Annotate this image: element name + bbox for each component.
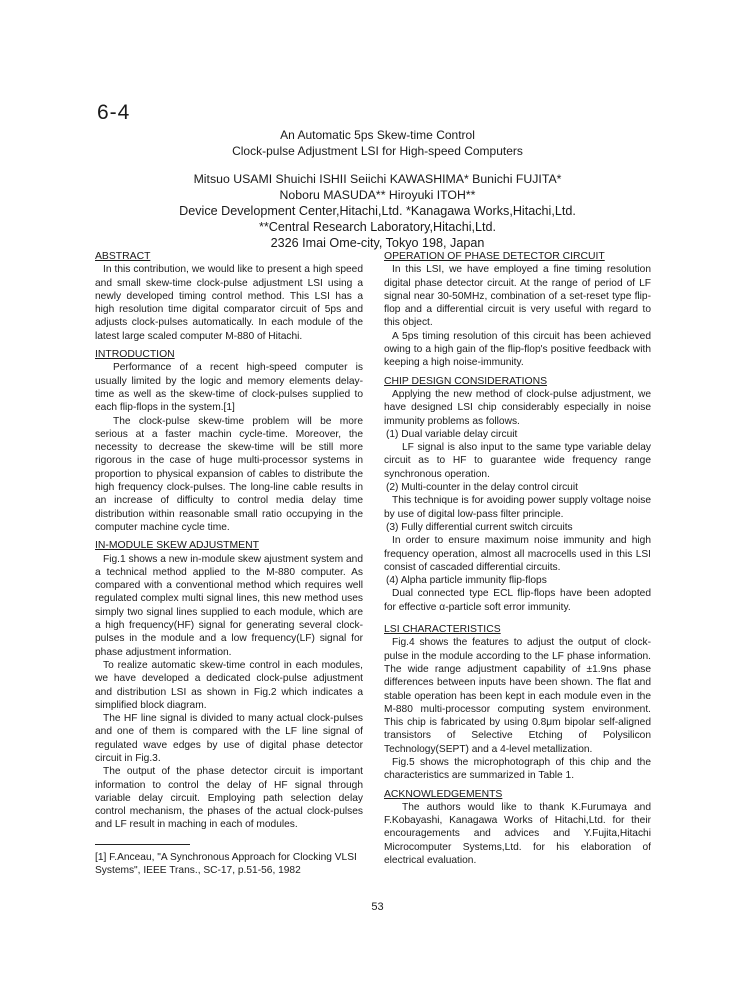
left-column: [95, 250, 363, 877]
list-item-text: LF signal is also input to the same type variable delay circuit as to HF to guarantee wide frequency range synchronous operation.: [384, 442, 651, 480]
section-introduction: [95, 348, 363, 534]
title-line-1: An Automatic 5ps Skew-time Control: [280, 128, 475, 142]
paragraph: In this LSI, we have employed a fine timing resolution digital phase detector circuit. At the range of period of LF signal near 30-50MHz, combination of a set-reset type flip-flop and a differential circuit is very useful with regard to this object.: [384, 264, 651, 329]
paragraph: The HF line signal is divided to many actual clock-pulses and one of them is compared with the LF line signal of regulated wave edges by use of digital phase detector circuit in Fig.3.: [95, 713, 363, 764]
paragraph: Applying the new method of clock-pulse adjustment, we have designed LSI chip considerably especially in noise immunity problems as follows.: [384, 388, 651, 427]
paragraph: The authors would like to thank K.Furumaya and F.Kobayashi, Kanagawa Works of Hitachi,Ltd. for their encouragements and advices and Y.Fujita,Hitachi Microcomputer Systems,Ltd. for his elaboration of electrical evaluation.: [384, 801, 651, 867]
section-heading: ABSTRACT: [95, 251, 151, 262]
section-phase-detector: [384, 250, 651, 370]
author-block: [0, 171, 755, 251]
affiliation-2: **Central Research Laboratory,Hitachi,Ltd.: [258, 220, 497, 234]
paragraph: To realize automatic skew-time control in each modules, we have developed a dedicated clock-pulse adjustment and distribution LSI as shown in Fig.2 which indicates a simplified block diagram.: [95, 659, 363, 711]
section-heading: OPERATION OF PHASE DETECTOR CIRCUIT: [384, 251, 605, 262]
authors-line-2: Noboru MASUDA** Hiroyuki ITOH**: [279, 188, 476, 202]
section-heading: INTRODUCTION: [95, 349, 175, 361]
list-item-label: (3) Fully differential current switch circuits: [386, 521, 573, 533]
list-item-label: (2) Multi-counter in the delay control circuit: [386, 482, 578, 494]
paragraph: Fig.1 shows a new in-module skew ajustment system and a technical method applied to the M-880 computer. As compared with a conventional method which requires well regulated complex multi signal lines, this new method uses simply two signal lines supplied to each module, which are a high frequency(HF) signal for generating several clock-pulses in the module and a low frequency(LF) signal for phase adjustment information.: [95, 553, 363, 658]
list-item-text: Dual connected type ECL flip-flops have been adopted for effective α-particle soft error immunity.: [384, 588, 651, 613]
paragraph: The clock-pulse skew-time problem will be more serious at a faster machin cycle-time. Moreover, the necessity to decrease the skew-time will be still more rigorous in the case of huge multi-processor systems in proportion to physical expansion of cables to distribute the high frequency clock-pulses. The long-line cable results in an increase of difficulty to control media delay time distribution within reasonable small ratio occupying in the computer machine cycle time.: [95, 415, 363, 533]
affiliation-1: Device Development Center,Hitachi,Ltd. *Kanagawa Works,Hitachi,Ltd.: [179, 204, 576, 218]
paragraph: Performance of a recent high-speed computer is usually limited by the logic and memory elements delay-time as well as the skew-time of clock-pulses supplied to each flip-flops in the system.[1]: [95, 362, 363, 414]
paragraph: Fig.4 shows the features to adjust the output of clock-pulse in the module according to the LF phase information. The wide range adjustment capability of ±1.9ns phase differences between inputs have been shown. The flat and stable operation has been kept in each module even in the M-880 multi-processor computing system environment. This chip is fabricated by using 0.8μm bipolar self-aligned transistors of Selective Etching of Polysilicon Technology(SEPT) and a 4-level metallization.: [384, 637, 651, 755]
section-lsi-characteristics: [384, 623, 651, 783]
section-abstract: [95, 250, 363, 343]
page-number: 53: [371, 901, 384, 913]
section-heading: ACKNOWLEDGEMENTS: [384, 788, 503, 800]
list-item-text: This technique is for avoiding power supply voltage noise by use of digital low-pass filter principle.: [384, 495, 651, 520]
title-line-2: Clock-pulse Adjustment LSI for High-speed Computers: [232, 144, 523, 158]
paper-title: [0, 127, 755, 159]
footnote: [1] F.Anceau, "A Synchronous Approach for Clocking VLSI Systems", IEEE Trans., SC-17, p.51-56, 1982: [95, 851, 357, 877]
section-acknowledgements: [384, 788, 651, 868]
section-chip-design: [384, 375, 651, 614]
section-heading: IN-MODULE SKEW ADJUSTMENT: [95, 540, 259, 552]
paragraph: A 5ps timing resolution of this circuit has been achieved owing to a high gain of the flip-flop's positive feedback with keeping a high noise-immunity.: [384, 330, 651, 369]
section-heading: LSI CHARACTERISTICS: [384, 624, 501, 636]
paragraph: Fig.5 shows the microphotograph of this chip and the characteristics are summarized in Table 1.: [384, 756, 651, 782]
footnote-rule: [95, 844, 190, 845]
list-item-text: In order to ensure maximum noise immunity and high frequency operation, almost all macrocells used in this LSI consist of cascaded differential circuits.: [384, 535, 651, 573]
list-item-label: (1) Dual variable delay circuit: [386, 428, 518, 440]
paragraph: The output of the phase detector circuit is important information to control the delay of HF signal through variable delay circuit. Employing path selection delay control mechanism, the phases of the actual clock-pulses and LF result in maching in each of modules.: [95, 766, 363, 831]
section-heading: CHIP DESIGN CONSIDERATIONS: [384, 375, 548, 387]
authors-line-1: Mitsuo USAMI Shuichi ISHII Seiichi KAWASHIMA* Bunichi FUJITA*: [193, 172, 562, 186]
session-number: 6-4: [97, 101, 131, 124]
list-item-label: (4) Alpha particle immunity flip-flops: [386, 575, 547, 587]
right-column: [384, 250, 651, 872]
section-in-module: [95, 539, 363, 832]
paragraph: In this contribution, we would like to present a high speed and small skew-time clock-pulse adjustment LSI using a newly developed timing control method. This LSI has a high resolution time digital comparator circuit of 5ps and adjusts clock-pulses automatically. In each module of the latest large scaled computer M-880 of Hitachi.: [95, 264, 363, 342]
address: 2326 Imai Ome-city, Tokyo 198, Japan: [270, 236, 485, 250]
